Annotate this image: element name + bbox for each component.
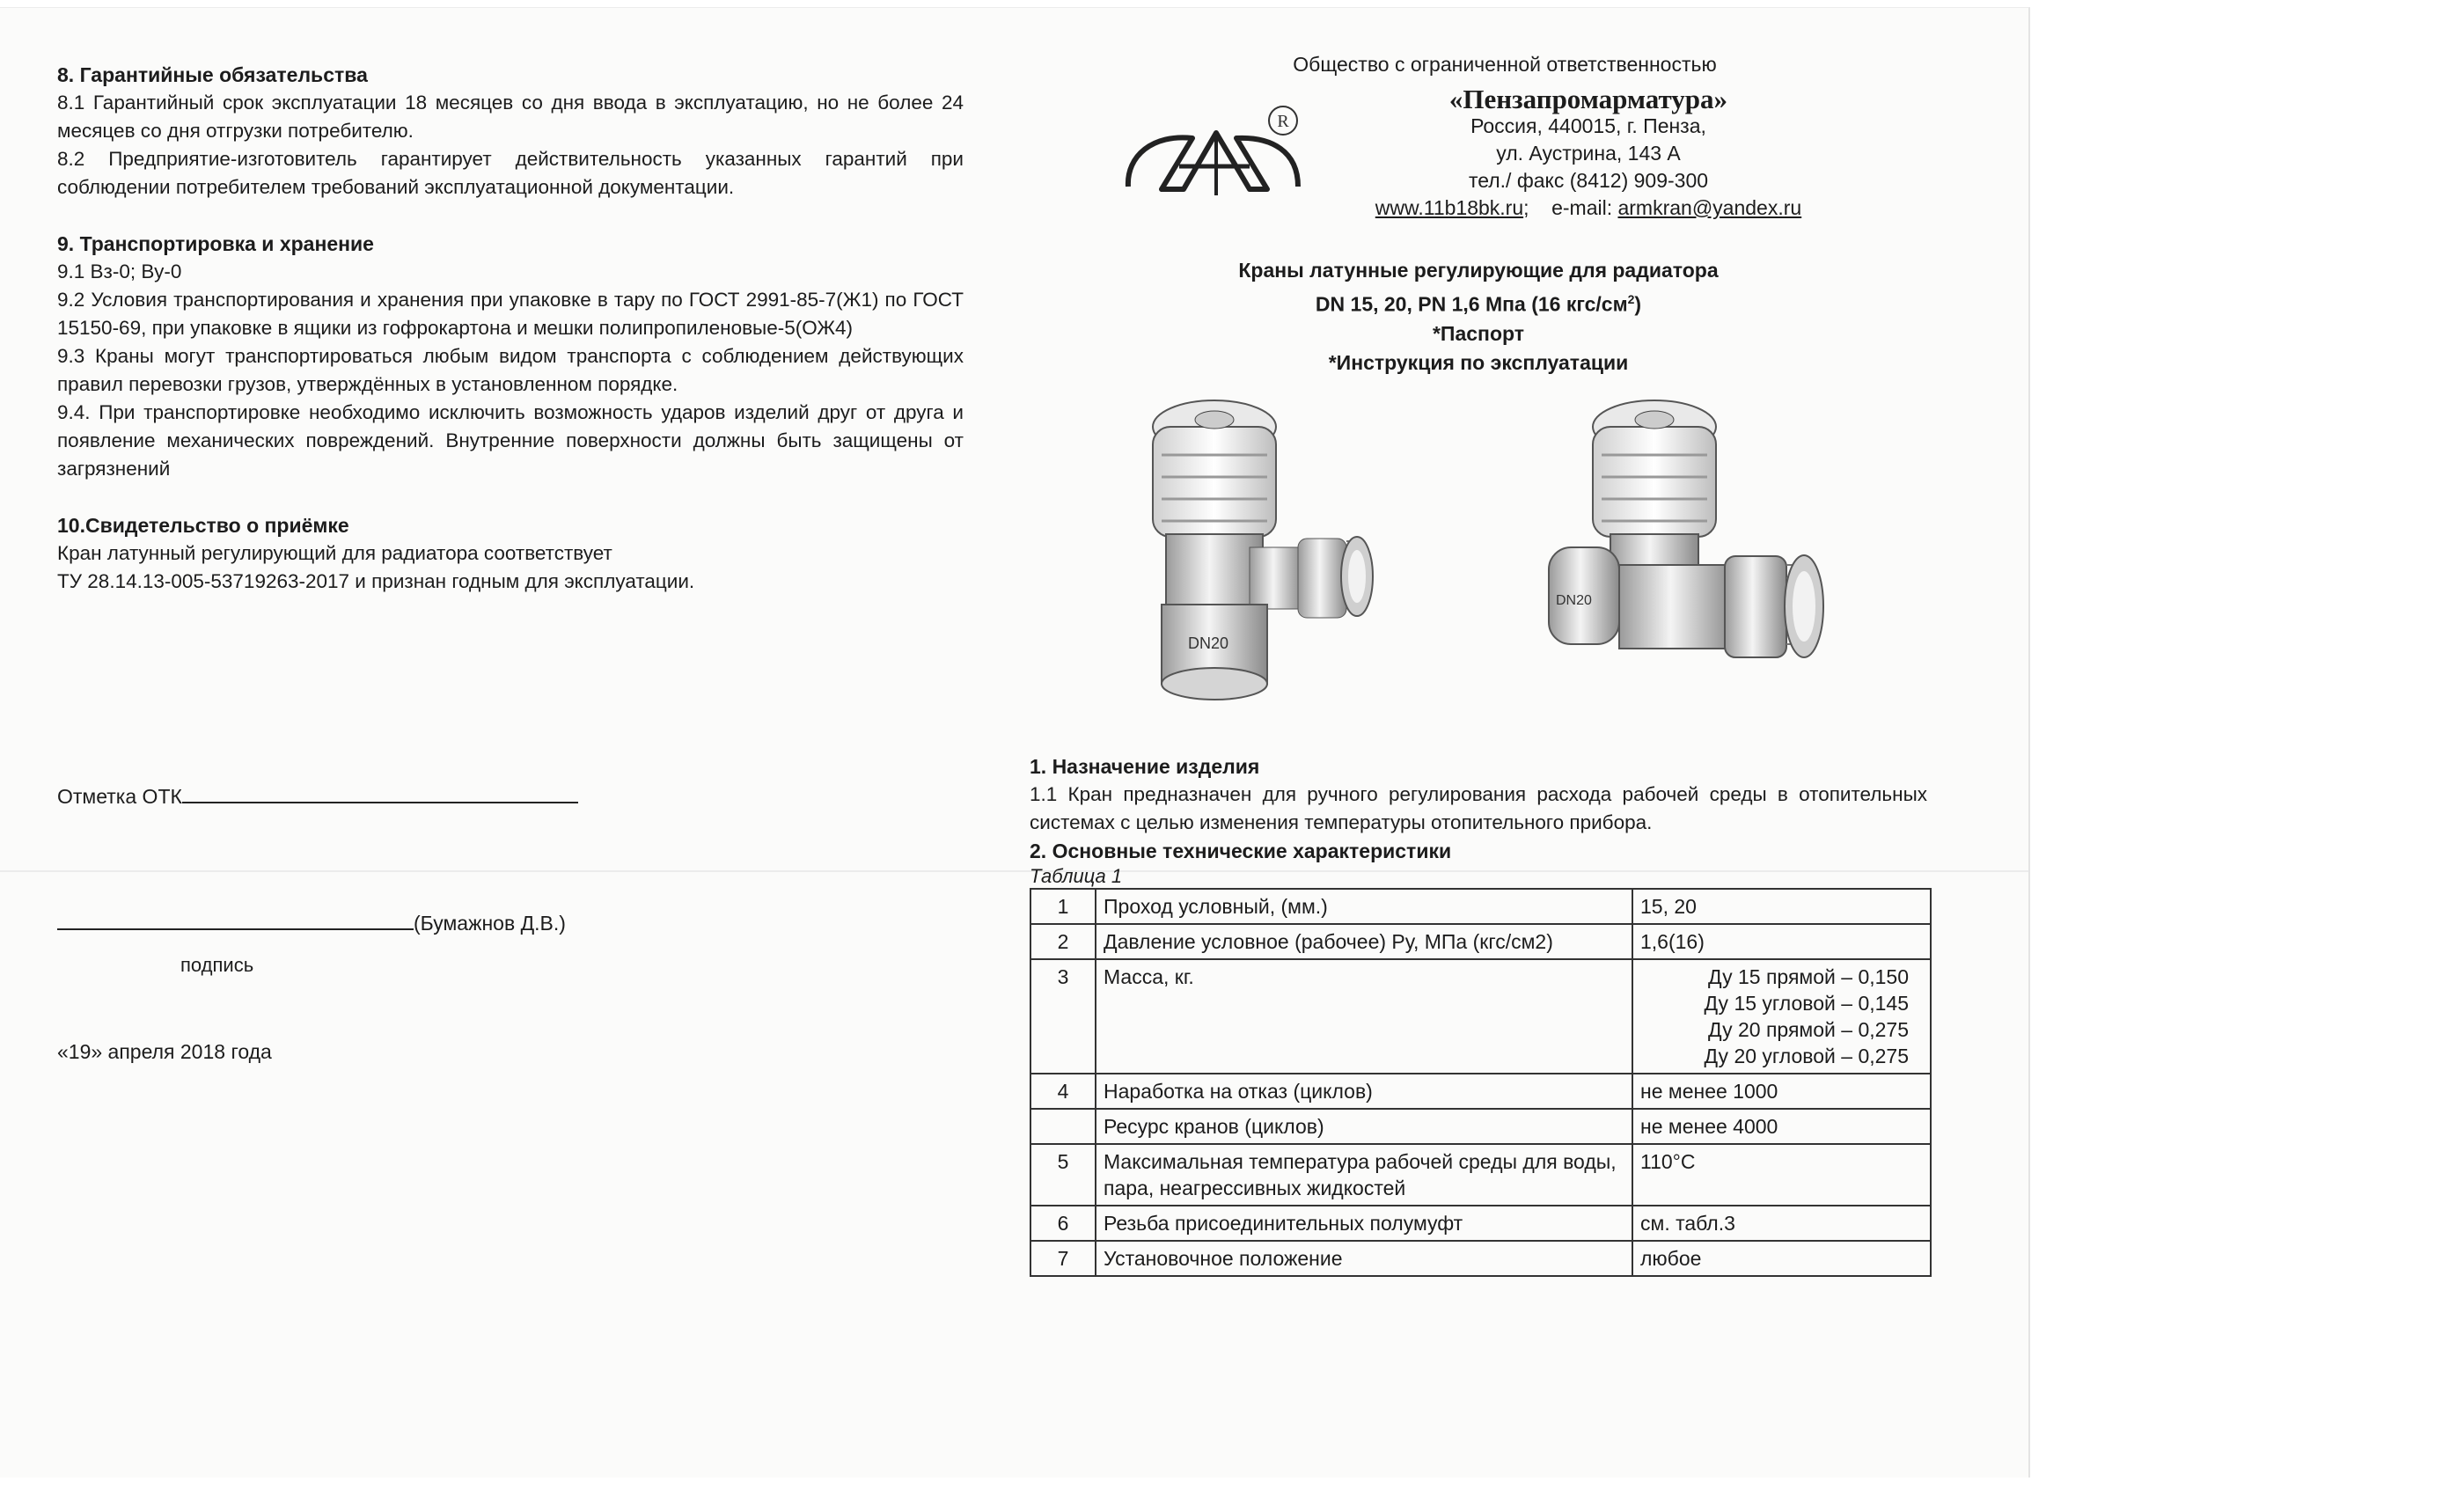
scanned-sheet xyxy=(0,7,2030,1478)
product-title-line-1: Краны латунные регулирующие для радиатора xyxy=(1238,259,1719,282)
row-number: 4 xyxy=(1030,1074,1096,1109)
mass-value: Ду 20 угловой – 0,275 xyxy=(1704,1044,1909,1067)
row-parameter: Наработка на отказ (циклов) xyxy=(1096,1074,1632,1109)
section-9-p1: 9.1 Вз-0; Ву-0 xyxy=(57,260,182,282)
signature-row xyxy=(57,907,566,935)
table-row xyxy=(1030,889,1931,924)
address-line-1: Россия, 440015, г. Пенза, xyxy=(1470,114,1706,137)
section-8 xyxy=(57,61,964,202)
angle-valve-image xyxy=(1126,385,1408,737)
company-logo xyxy=(1118,103,1320,209)
row-parameter: Ресурс кранов (циклов) xyxy=(1096,1109,1632,1144)
section-9-p4: 9.4. При транспортировке необходимо исключить возможность ударов изделий друг от друга и появление механических повреждений. Внутренние поверхности должны быть защищены от загрязнений xyxy=(57,401,964,480)
section-1-title: 1. Назначение изделия xyxy=(1030,754,1260,778)
table-row xyxy=(1030,959,1931,1074)
section-9 xyxy=(57,230,964,483)
row-parameter: Установочное положение xyxy=(1096,1241,1632,1276)
doc-passport: *Паспорт xyxy=(1432,321,1525,345)
doc-instruction: *Инструкция по эксплуатации xyxy=(1328,350,1629,374)
right-column xyxy=(1030,50,1927,1277)
address-line-2: ул. Аустрина, 143 А xyxy=(1496,142,1681,165)
product-title-close: ) xyxy=(1634,292,1642,316)
table-row xyxy=(1030,1144,1931,1206)
table-row xyxy=(1030,1206,1931,1241)
row-parameter: Масса, кг. xyxy=(1096,959,1632,1074)
section-1-p1: 1.1 Кран предназначен для ручного регулирования расхода рабочей среды в отопительных системах с целью изменения температуры отопительного прибора. xyxy=(1030,782,1927,833)
section-1 xyxy=(1030,752,1927,888)
valve-mark-1: DN20 xyxy=(1188,634,1229,652)
section-10-p1: Кран латунный регулирующий для радиатора соответствует xyxy=(57,542,612,564)
row-parameter: Проход условный, (мм.) xyxy=(1096,889,1632,924)
company-name: «Пензапромарматура» xyxy=(1448,84,1728,114)
mass-value: Ду 20 прямой – 0,275 xyxy=(1708,1017,1909,1041)
row-number: 7 xyxy=(1030,1241,1096,1276)
section-8-p2: 8.2 Предприятие-изготовитель гарантирует действительность указанных гарантий при соблюдении потребителем требований эксплуатационной документации. xyxy=(57,148,964,198)
row-number: 2 xyxy=(1030,924,1096,959)
acceptance-date: «19» апреля 2018 года xyxy=(57,1040,272,1063)
web-contacts xyxy=(1338,194,1839,222)
mass-value: Ду 15 прямой – 0,150 xyxy=(1708,964,1909,988)
section-2-title: 2. Основные технические характеристики xyxy=(1030,839,1452,862)
valve-mark-2: DN20 xyxy=(1556,592,1592,608)
section-10 xyxy=(57,511,964,596)
product-photos xyxy=(1030,385,1927,745)
row-number: 6 xyxy=(1030,1206,1096,1241)
section-10-title: 10.Свидетельство о приёмке xyxy=(57,514,349,537)
mass-value: Ду 15 угловой – 0,145 xyxy=(1704,991,1909,1015)
row-parameter: Резьба присоединительных полумуфт xyxy=(1096,1206,1632,1241)
product-title-dn: DN 15, 20, PN 1,6 Мпа (16 кгс/см xyxy=(1315,292,1628,316)
company-header xyxy=(1030,50,1927,235)
otk-line xyxy=(182,781,578,803)
table-row xyxy=(1030,1074,1931,1109)
signer-name: (Бумажнов Д.В.) xyxy=(414,912,566,935)
specs-table xyxy=(1030,888,1932,1277)
company-contacts xyxy=(1338,85,1839,222)
row-value: 110°С xyxy=(1632,1144,1931,1206)
row-number: 1 xyxy=(1030,889,1096,924)
row-parameter: Максимальная температура рабочей среды для воды, пара, неагрессивных жидкостей xyxy=(1096,1144,1632,1206)
phone: тел./ факс (8412) 909-300 xyxy=(1468,169,1709,192)
product-title-line-2 xyxy=(1030,285,1927,319)
straight-valve-image xyxy=(1540,385,1857,737)
section-8-p1: 8.1 Гарантийный срок эксплуатации 18 месяцев со дня ввода в эксплуатацию, но не более 24 месяцев со дня отгрузки потребителю. xyxy=(57,92,964,142)
section-10-p2: ТУ 28.14.13-005-53719263-2017 и признан годным для эксплуатации. xyxy=(57,570,695,592)
otk-mark xyxy=(57,781,578,809)
company-type: Общество с ограниченной ответственностью xyxy=(1293,53,1717,76)
otk-label: Отметка ОТК xyxy=(57,785,182,808)
registered-mark: R xyxy=(1277,112,1289,131)
section-9-p2: 9.2 Условия транспортирования и хранения при упаковке в тару по ГОСТ 2991-85-7(Ж1) по ГОСТ 15150-69, при упаковке в ящики из гофрокартона и мешки полипропиленовые-5(ОЖ4) xyxy=(57,289,964,339)
row-value: 15, 20 xyxy=(1632,889,1931,924)
email-label: e-mail: xyxy=(1551,196,1613,219)
separator: ; xyxy=(1523,196,1529,219)
left-column xyxy=(57,61,964,624)
row-number xyxy=(1030,1109,1096,1144)
row-value: не менее 1000 xyxy=(1632,1074,1931,1109)
table-row xyxy=(1030,1109,1931,1144)
row-value: не менее 4000 xyxy=(1632,1109,1931,1144)
product-title xyxy=(1030,256,1927,378)
row-parameter: Давление условное (рабочее) Ру, МПа (кгс/см2) xyxy=(1096,924,1632,959)
row-number: 5 xyxy=(1030,1144,1096,1206)
section-8-title: 8. Гарантийные обязательства xyxy=(57,63,368,86)
section-9-p3: 9.3 Краны могут транспортироваться любым видом транспорта с соблюдением действующих правил перевозки грузов, утверждённых в установленном порядке. xyxy=(57,345,964,395)
signature-label: подпись xyxy=(180,954,254,976)
signature-line xyxy=(57,907,414,930)
row-number: 3 xyxy=(1030,959,1096,1074)
table-caption: Таблица 1 xyxy=(1030,864,1123,887)
row-value: любое xyxy=(1632,1241,1931,1276)
section-9-title: 9. Транспортировка и хранение xyxy=(57,232,374,255)
product-title-sup: 2 xyxy=(1627,292,1635,306)
row-value: см. табл.3 xyxy=(1632,1206,1931,1241)
table-row xyxy=(1030,1241,1931,1276)
row-value xyxy=(1632,959,1931,1074)
email-link[interactable]: armkran@yandex.ru xyxy=(1617,196,1802,219)
website-link[interactable]: www.11b18bk.ru xyxy=(1375,196,1524,219)
table-row xyxy=(1030,924,1931,959)
row-value: 1,6(16) xyxy=(1632,924,1931,959)
